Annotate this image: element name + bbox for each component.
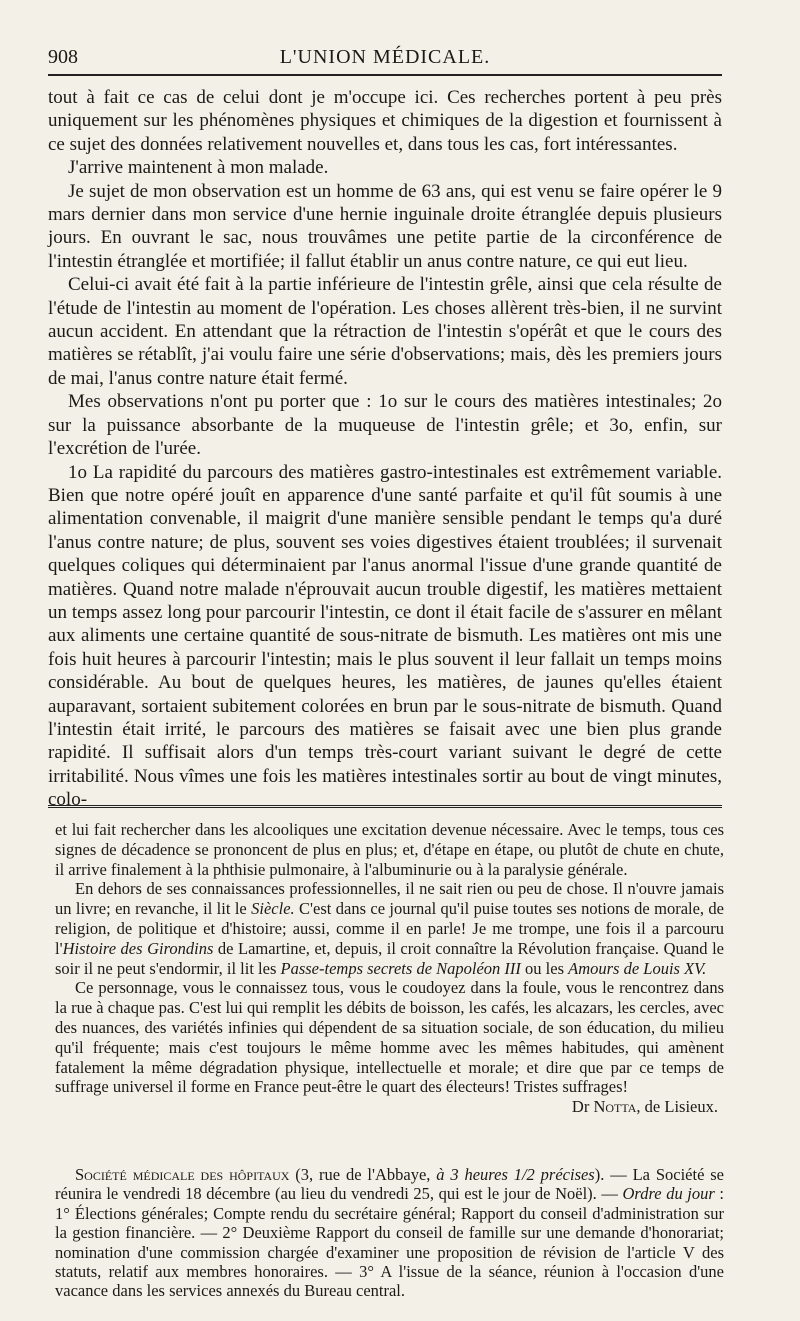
- book-title: Histoire des Girondins: [62, 938, 214, 958]
- text-run: C'est dans ce journal qu'il puise toutes ses notions de morale, de religion, de politique et d'histoire; aussi, comme il en parle! Je me trompe, une fois il a parcouru l': [55, 899, 725, 958]
- text-run: : 1° Élections générales; Compte rendu du secrétaire général; Rapport du conseil d'administration sur la gestion financière. — 2° Deuxième Rapport du conseil de famille sur une demande d'honorariat; nomination d'une commission chargée d'examiner une proposition de révision de l'article V des statuts, relatif aux membres honoraires. — 3° A l'issue de la séance, réunion à l'occasion d'une vacance dans les services annexés du Bureau central.: [55, 1184, 724, 1301]
- signature-name: Notta: [593, 1097, 637, 1117]
- meeting-time: à 3 heures 1/2 précises: [436, 1165, 595, 1184]
- signature-place: , de Lisieux.: [636, 1097, 718, 1117]
- agenda-label: Ordre du jour: [622, 1184, 715, 1204]
- feuilleton-divider: [48, 805, 722, 812]
- main-article-text: [48, 86, 722, 812]
- paragraph: [55, 1165, 724, 1301]
- page-header: [48, 42, 722, 72]
- paragraph: et lui fait rechercher dans les alcooliques une excitation devenue nécessaire. Avec le temps, tous ces signes de décadence se prononcent de plus en plus; et, d'étape en étape, ou plutôt de chute en chute, il arrive finalement à la phthisie pulmonaire, à l'albuminurie ou à la paralysie générale.: [55, 820, 724, 879]
- signature-title: Dr: [571, 1097, 590, 1117]
- text-run: (3, rue de l'Abbaye,: [289, 1165, 437, 1184]
- journal-title: Siècle.: [251, 899, 295, 919]
- header-rule: [48, 74, 722, 76]
- text-run: En dehors de ses connaissances professionnelles, il ne sait rien ou peu de chose. Il n'ouvre jamais un livre; en revanche, il lit le: [55, 879, 724, 919]
- paragraph: Mes observations n'ont pu porter que : 1o sur le cours des matières intestinales; 2o sur la puissance absorbante de la muqueuse de l'intestin grêle; et 3o, enfin, sur l'excrétion de l'urée.: [48, 391, 722, 460]
- paragraph: tout à fait ce cas de celui dont je m'occupe ici. Ces recherches portent à peu près uniquement sur les phénomènes physiques et chimiques de la digestion et fournissent à ce sujet des données relativement nouvelles et, dans tous les cas, fort intéressantes.: [48, 87, 722, 155]
- paragraph: [55, 879, 724, 978]
- running-title: L'UNION MÉDICALE.: [279, 46, 491, 68]
- paragraph: Je sujet de mon observation est un homme de 63 ans, qui est venu se faire opérer le 9 mars dernier dans mon service d'une hernie inguinale droite étranglée depuis plusieurs jours. En ouvrant le sac, nous trouvâmes une petite partie de la circonférence de l'intestin étranglée et mortifiée; il fallut établir un anus contre nature, ce qui eut lieu.: [48, 180, 722, 272]
- book-title: Passe-temps secrets de Napoléon III: [280, 958, 521, 978]
- text-run: ). — La Société se réunira le vendredi 18 décembre (au lieu du vendredi 25, qui est le jour de Noël). —: [55, 1165, 724, 1204]
- text-run: ou les: [520, 958, 569, 978]
- signature: [55, 1097, 724, 1117]
- paragraph: Ce personnage, vous le connaissez tous, vous le coudoyez dans la foule, vous le rencontrez dans la rue à chaque pas. C'est lui qui remplit les débits de boisson, les cafés, les alcazars, les cercles, avec des nuances, des variétés infinies qui dépendent de sa situation sociale, de son éducation, du milieu qu'il fréquente; mais c'est toujours le même homme avec les mêmes habitudes, qui amènent fatalement la même dégradation physique, intellectuelle et morale; et dire que par ce temps de suffrage universel il forme en France peut-être le quart des électeurs! Tristes suffrages!: [55, 978, 724, 1097]
- page-number: 908: [48, 46, 78, 68]
- text-run: de Lamartine, et, depuis, il croit connaître la Révolution française. Quand le soir il ne peut s'endormir, il lit les: [55, 938, 724, 978]
- society-name: Société médicale des hôpitaux: [75, 1165, 290, 1184]
- feuilleton-text: [55, 820, 724, 1117]
- paragraph: 1o La rapidité du parcours des matières gastro-intestinales est extrêmement variable. Bien que notre opéré jouît en apparence d'une santé parfaite et qu'il fût soumis à une alimentation convenable, il maigrit d'une manière sensible pendant le temps qu'a duré l'anus contre nature; de plus, souvent ses voies digestives étaient troublées; il survenait quelques coliques qui déterminaient par l'anus anormal l'issue d'une grande quantité de matières. Quand notre malade n'éprouvait aucun trouble digestif, les matières mettaient un temps assez long pour parcourir l'intestin, ce dont il était facile de s'assurer en mêlant aux aliments une certaine quantité de sous-nitrate de bismuth. Les matières ont mis une fois huit heures à parcourir l'intestin; mais le plus souvent il leur fallait un temps moins considérable. Au bout de quelques heures, les matières, de jaunes qu'elles étaient auparavant, sortaient subitement colorées en brun par le sous-nitrate de bismuth. Quand l'intestin était irrité, le parcours des matières se faisait avec une bien plus grande rapidité. Il suffisait alors d'un temps très-court variant suivant le degré de cette irritabilité. Nous vîmes une fois les matières intestinales sortir au bout de vingt minutes, colo-: [48, 461, 722, 811]
- paragraph: J'arrive maintenent à mon malade.: [68, 157, 329, 179]
- paragraph: Celui-ci avait été fait à la partie inférieure de l'intestin grêle, ainsi que cela résulte de l'étude de l'intestin au moment de l'opération. Les choses allèrent très-bien, il ne survint aucun accident. En attendant que la rétraction de l'intestin s'opérât et que le cours des matières se rétablît, j'ai voulu faire une série d'observations; mais, dès les premiers jours de mai, l'anus contre nature était fermé.: [48, 274, 722, 389]
- book-title: Amours de Louis XV.: [568, 958, 707, 978]
- society-notice: [55, 1165, 724, 1301]
